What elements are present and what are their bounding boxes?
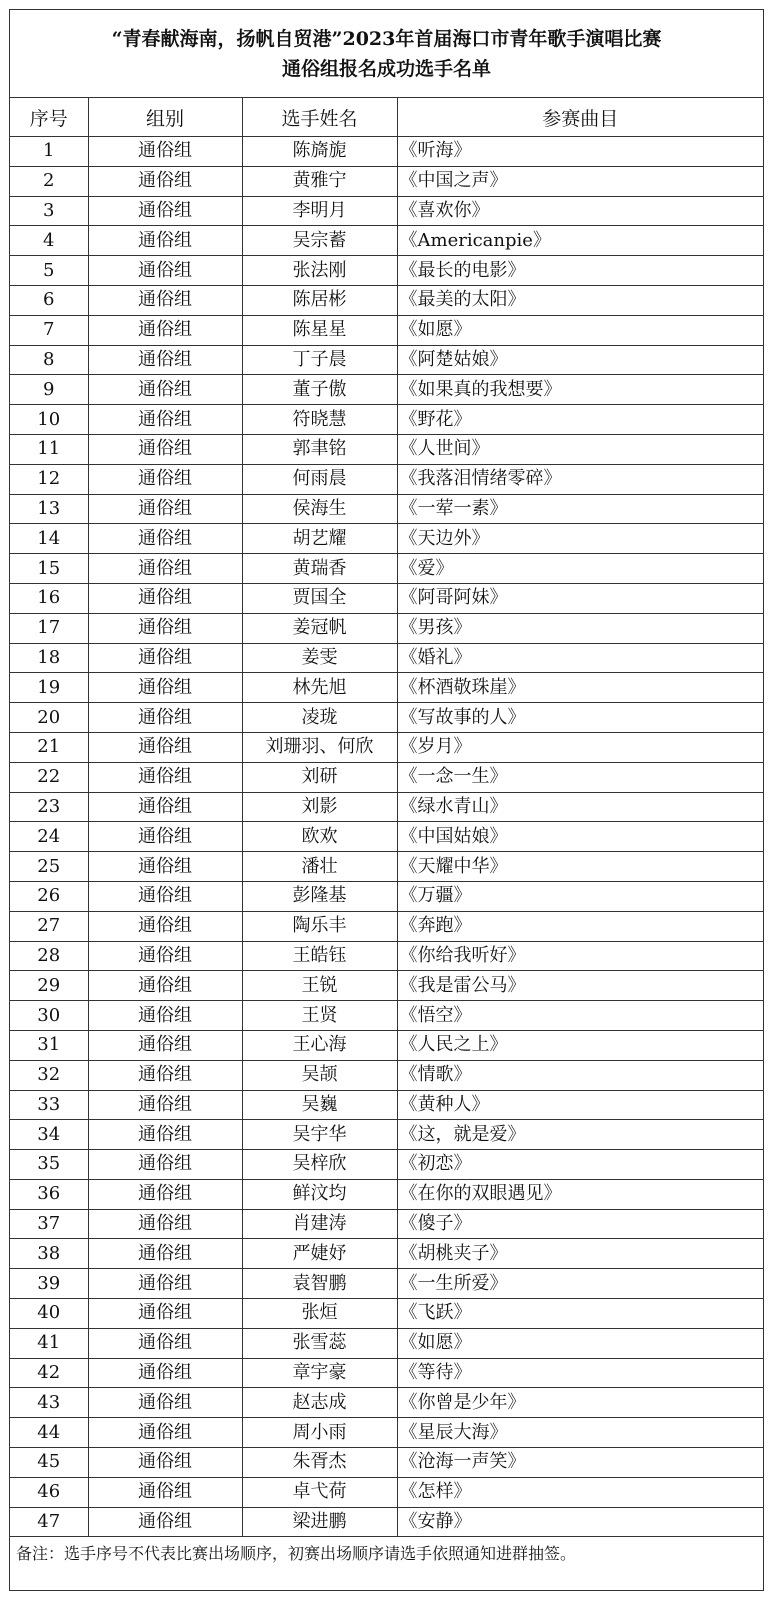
table-row	[10, 762, 763, 792]
row-song-title: 《Americanpie》	[397, 226, 763, 256]
table-row	[10, 1090, 763, 1120]
table-row	[10, 375, 763, 405]
table-row	[10, 1388, 763, 1418]
row-contestant-name: 黄雅宁	[242, 166, 397, 196]
table-row	[10, 911, 763, 941]
table-header-row	[10, 98, 763, 137]
table-row	[10, 1150, 763, 1180]
table-row	[10, 583, 763, 613]
row-number: 13	[10, 494, 88, 524]
row-number: 42	[10, 1358, 88, 1388]
row-contestant-name: 陶乐丰	[242, 911, 397, 941]
table-row	[10, 1001, 763, 1031]
row-group: 通俗组	[88, 673, 242, 703]
row-group: 通俗组	[88, 285, 242, 315]
row-song-title: 《男孩》	[397, 613, 763, 643]
row-song-title: 《胡桃夹子》	[397, 1239, 763, 1269]
table-row	[10, 1448, 763, 1478]
row-song-title: 《听海》	[397, 137, 763, 167]
table-row	[10, 226, 763, 256]
row-group: 通俗组	[88, 226, 242, 256]
row-number: 25	[10, 852, 88, 882]
row-contestant-name: 王皓钰	[242, 941, 397, 971]
row-number: 33	[10, 1090, 88, 1120]
row-number: 20	[10, 703, 88, 733]
row-song-title: 《万疆》	[397, 881, 763, 911]
row-number: 5	[10, 256, 88, 286]
row-group: 通俗组	[88, 1388, 242, 1418]
row-contestant-name: 吴梓欣	[242, 1150, 397, 1180]
row-group: 通俗组	[88, 1448, 242, 1478]
table-row	[10, 1030, 763, 1060]
row-contestant-name: 卓弋荷	[242, 1477, 397, 1507]
row-group: 通俗组	[88, 1001, 242, 1031]
table-row	[10, 494, 763, 524]
row-song-title: 《写故事的人》	[397, 703, 763, 733]
row-contestant-name: 陈星星	[242, 315, 397, 345]
row-song-title: 《我落泪情绪零碎》	[397, 464, 763, 494]
table-row	[10, 971, 763, 1001]
row-number: 40	[10, 1299, 88, 1329]
row-contestant-name: 梁进鹏	[242, 1507, 397, 1537]
row-song-title: 《我是雷公马》	[397, 971, 763, 1001]
row-contestant-name: 周小雨	[242, 1418, 397, 1448]
row-contestant-name: 吴巍	[242, 1090, 397, 1120]
row-group: 通俗组	[88, 315, 242, 345]
row-group: 通俗组	[88, 643, 242, 673]
row-contestant-name: 严婕妤	[242, 1239, 397, 1269]
table-row	[10, 792, 763, 822]
row-number: 31	[10, 1030, 88, 1060]
row-number: 47	[10, 1507, 88, 1537]
row-group: 通俗组	[88, 762, 242, 792]
row-contestant-name: 陈居彬	[242, 285, 397, 315]
row-number: 12	[10, 464, 88, 494]
table-row	[10, 1328, 763, 1358]
table-row	[10, 613, 763, 643]
row-number: 7	[10, 315, 88, 345]
row-group: 通俗组	[88, 166, 242, 196]
row-song-title: 《星辰大海》	[397, 1418, 763, 1448]
row-group: 通俗组	[88, 583, 242, 613]
table-body	[10, 137, 763, 1537]
table-row	[10, 196, 763, 226]
table-row	[10, 1239, 763, 1269]
table-row	[10, 643, 763, 673]
row-group: 通俗组	[88, 137, 242, 167]
row-group: 通俗组	[88, 524, 242, 554]
row-contestant-name: 欧欢	[242, 822, 397, 852]
row-group: 通俗组	[88, 971, 242, 1001]
row-number: 8	[10, 345, 88, 375]
row-contestant-name: 张法刚	[242, 256, 397, 286]
table-row	[10, 137, 763, 167]
row-contestant-name: 吴宇华	[242, 1120, 397, 1150]
row-contestant-name: 何雨晨	[242, 464, 397, 494]
row-song-title: 《黄种人》	[397, 1090, 763, 1120]
row-contestant-name: 姜冠帆	[242, 613, 397, 643]
row-contestant-name: 彭隆基	[242, 881, 397, 911]
row-song-title: 《悟空》	[397, 1001, 763, 1031]
row-group: 通俗组	[88, 911, 242, 941]
row-contestant-name: 王贤	[242, 1001, 397, 1031]
row-number: 21	[10, 732, 88, 762]
row-contestant-name: 王锐	[242, 971, 397, 1001]
row-contestant-name: 郭聿铭	[242, 434, 397, 464]
row-group: 通俗组	[88, 703, 242, 733]
row-group: 通俗组	[88, 732, 242, 762]
row-group: 通俗组	[88, 1150, 242, 1180]
table-row	[10, 256, 763, 286]
row-song-title: 《喜欢你》	[397, 196, 763, 226]
row-song-title: 《人世间》	[397, 434, 763, 464]
column-header-number: 序号	[10, 98, 88, 137]
row-group: 通俗组	[88, 1090, 242, 1120]
row-contestant-name: 刘影	[242, 792, 397, 822]
row-number: 14	[10, 524, 88, 554]
row-contestant-name: 章宇豪	[242, 1358, 397, 1388]
row-group: 通俗组	[88, 881, 242, 911]
table-row	[10, 315, 763, 345]
row-number: 32	[10, 1060, 88, 1090]
document-subtitle: 通俗组报名成功选手名单	[281, 57, 491, 80]
row-group: 通俗组	[88, 1209, 242, 1239]
row-song-title: 《一荤一素》	[397, 494, 763, 524]
row-song-title: 《沧海一声笑》	[397, 1448, 763, 1478]
table-row	[10, 1179, 763, 1209]
row-number: 18	[10, 643, 88, 673]
row-contestant-name: 潘壮	[242, 852, 397, 882]
row-song-title: 《天边外》	[397, 524, 763, 554]
row-number: 38	[10, 1239, 88, 1269]
row-song-title: 《绿水青山》	[397, 792, 763, 822]
row-song-title: 《野花》	[397, 405, 763, 435]
row-contestant-name: 鲜汶均	[242, 1179, 397, 1209]
row-contestant-name: 肖建涛	[242, 1209, 397, 1239]
row-group: 通俗组	[88, 256, 242, 286]
table-row	[10, 1209, 763, 1239]
row-contestant-name: 王心海	[242, 1030, 397, 1060]
row-number: 2	[10, 166, 88, 196]
row-song-title: 《中国姑娘》	[397, 822, 763, 852]
row-group: 通俗组	[88, 464, 242, 494]
row-number: 34	[10, 1120, 88, 1150]
row-contestant-name: 黄瑞香	[242, 554, 397, 584]
row-group: 通俗组	[88, 941, 242, 971]
row-group: 通俗组	[88, 822, 242, 852]
row-song-title: 《安静》	[397, 1507, 763, 1537]
row-number: 19	[10, 673, 88, 703]
table-row	[10, 405, 763, 435]
row-contestant-name: 刘研	[242, 762, 397, 792]
row-number: 36	[10, 1179, 88, 1209]
row-number: 22	[10, 762, 88, 792]
row-group: 通俗组	[88, 1269, 242, 1299]
row-number: 1	[10, 137, 88, 167]
row-contestant-name: 贾国全	[242, 583, 397, 613]
row-number: 35	[10, 1150, 88, 1180]
column-header-song: 参赛曲目	[397, 98, 763, 137]
table-row	[10, 1269, 763, 1299]
row-song-title: 《一念一生》	[397, 762, 763, 792]
row-group: 通俗组	[88, 1239, 242, 1269]
row-group: 通俗组	[88, 375, 242, 405]
row-song-title: 《如愿》	[397, 315, 763, 345]
row-number: 24	[10, 822, 88, 852]
row-number: 29	[10, 971, 88, 1001]
row-song-title: 《婚礼》	[397, 643, 763, 673]
row-song-title: 《傻子》	[397, 1209, 763, 1239]
contestant-table	[10, 98, 763, 1537]
row-song-title: 《阿楚姑娘》	[397, 345, 763, 375]
table-row	[10, 166, 763, 196]
row-song-title: 《怎样》	[397, 1477, 763, 1507]
row-number: 28	[10, 941, 88, 971]
row-group: 通俗组	[88, 434, 242, 464]
row-group: 通俗组	[88, 1179, 242, 1209]
row-contestant-name: 胡艺耀	[242, 524, 397, 554]
row-song-title: 《奔跑》	[397, 911, 763, 941]
row-contestant-name: 刘珊羽、何欣	[242, 732, 397, 762]
row-song-title: 《初恋》	[397, 1150, 763, 1180]
row-number: 26	[10, 881, 88, 911]
row-song-title: 《飞跃》	[397, 1299, 763, 1329]
row-number: 44	[10, 1418, 88, 1448]
row-group: 通俗组	[88, 613, 242, 643]
row-song-title: 《情歌》	[397, 1060, 763, 1090]
row-number: 6	[10, 285, 88, 315]
row-group: 通俗组	[88, 1030, 242, 1060]
table-row	[10, 285, 763, 315]
row-number: 11	[10, 434, 88, 464]
row-group: 通俗组	[88, 792, 242, 822]
table-row	[10, 852, 763, 882]
table-row	[10, 1299, 763, 1329]
table-row	[10, 1358, 763, 1388]
row-contestant-name: 符晓慧	[242, 405, 397, 435]
row-number: 16	[10, 583, 88, 613]
row-song-title: 《如愿》	[397, 1328, 763, 1358]
row-contestant-name: 吴宗蓄	[242, 226, 397, 256]
row-song-title: 《如果真的我想要》	[397, 375, 763, 405]
row-number: 9	[10, 375, 88, 405]
table-row	[10, 941, 763, 971]
row-song-title: 《你曾是少年》	[397, 1388, 763, 1418]
row-contestant-name: 袁智鹏	[242, 1269, 397, 1299]
column-header-group: 组别	[88, 98, 242, 137]
table-row	[10, 822, 763, 852]
row-song-title: 《中国之声》	[397, 166, 763, 196]
row-number: 27	[10, 911, 88, 941]
row-number: 4	[10, 226, 88, 256]
row-song-title: 《岁月》	[397, 732, 763, 762]
row-number: 43	[10, 1388, 88, 1418]
row-song-title: 《阿哥阿妹》	[397, 583, 763, 613]
document-header	[10, 10, 763, 98]
row-group: 通俗组	[88, 554, 242, 584]
row-group: 通俗组	[88, 345, 242, 375]
row-song-title: 《最长的电影》	[397, 256, 763, 286]
row-song-title: 《等待》	[397, 1358, 763, 1388]
table-row	[10, 434, 763, 464]
row-number: 46	[10, 1477, 88, 1507]
row-number: 17	[10, 613, 88, 643]
row-group: 通俗组	[88, 1328, 242, 1358]
table-row	[10, 524, 763, 554]
row-number: 23	[10, 792, 88, 822]
row-number: 3	[10, 196, 88, 226]
row-group: 通俗组	[88, 1120, 242, 1150]
table-row	[10, 1120, 763, 1150]
row-group: 通俗组	[88, 1477, 242, 1507]
row-number: 10	[10, 405, 88, 435]
row-song-title: 《天耀中华》	[397, 852, 763, 882]
row-contestant-name: 董子傲	[242, 375, 397, 405]
row-number: 41	[10, 1328, 88, 1358]
column-header-name: 选手姓名	[242, 98, 397, 137]
row-contestant-name: 张雪蕊	[242, 1328, 397, 1358]
table-row	[10, 554, 763, 584]
row-contestant-name: 朱胥杰	[242, 1448, 397, 1478]
row-contestant-name: 李明月	[242, 196, 397, 226]
row-number: 45	[10, 1448, 88, 1478]
row-group: 通俗组	[88, 1507, 242, 1537]
row-group: 通俗组	[88, 1418, 242, 1448]
row-song-title: 《这，就是爱》	[397, 1120, 763, 1150]
row-contestant-name: 张烜	[242, 1299, 397, 1329]
table-row	[10, 1060, 763, 1090]
row-song-title: 《你给我听好》	[397, 941, 763, 971]
table-row	[10, 1477, 763, 1507]
row-song-title: 《人民之上》	[397, 1030, 763, 1060]
row-contestant-name: 陈旖旎	[242, 137, 397, 167]
table-row	[10, 703, 763, 733]
row-contestant-name: 丁子晨	[242, 345, 397, 375]
row-group: 通俗组	[88, 852, 242, 882]
row-group: 通俗组	[88, 405, 242, 435]
row-group: 通俗组	[88, 1299, 242, 1329]
table-row	[10, 881, 763, 911]
row-number: 30	[10, 1001, 88, 1031]
row-group: 通俗组	[88, 196, 242, 226]
row-contestant-name: 赵志成	[242, 1388, 397, 1418]
row-group: 通俗组	[88, 494, 242, 524]
row-number: 15	[10, 554, 88, 584]
row-song-title: 《最美的太阳》	[397, 285, 763, 315]
row-number: 37	[10, 1209, 88, 1239]
row-song-title: 《爱》	[397, 554, 763, 584]
table-row	[10, 1418, 763, 1448]
document-title: “青春献海南，扬帆自贸港”2023年首届海口市青年歌手演唱比赛	[111, 27, 662, 50]
table-row	[10, 732, 763, 762]
row-contestant-name: 姜雯	[242, 643, 397, 673]
contestant-list-document	[9, 9, 764, 1591]
row-group: 通俗组	[88, 1358, 242, 1388]
row-group: 通俗组	[88, 1060, 242, 1090]
footnote: 备注：选手序号不代表比赛出场顺序，初赛出场顺序请选手依照通知进群抽签。	[16, 1544, 577, 1564]
row-contestant-name: 林先旭	[242, 673, 397, 703]
row-contestant-name: 凌珑	[242, 703, 397, 733]
table-row	[10, 464, 763, 494]
row-song-title: 《在你的双眼遇见》	[397, 1179, 763, 1209]
table-row	[10, 673, 763, 703]
row-song-title: 《一生所爱》	[397, 1269, 763, 1299]
table-row	[10, 1507, 763, 1537]
row-contestant-name: 侯海生	[242, 494, 397, 524]
row-song-title: 《杯酒敬珠崖》	[397, 673, 763, 703]
row-number: 39	[10, 1269, 88, 1299]
row-contestant-name: 吴颉	[242, 1060, 397, 1090]
table-row	[10, 345, 763, 375]
